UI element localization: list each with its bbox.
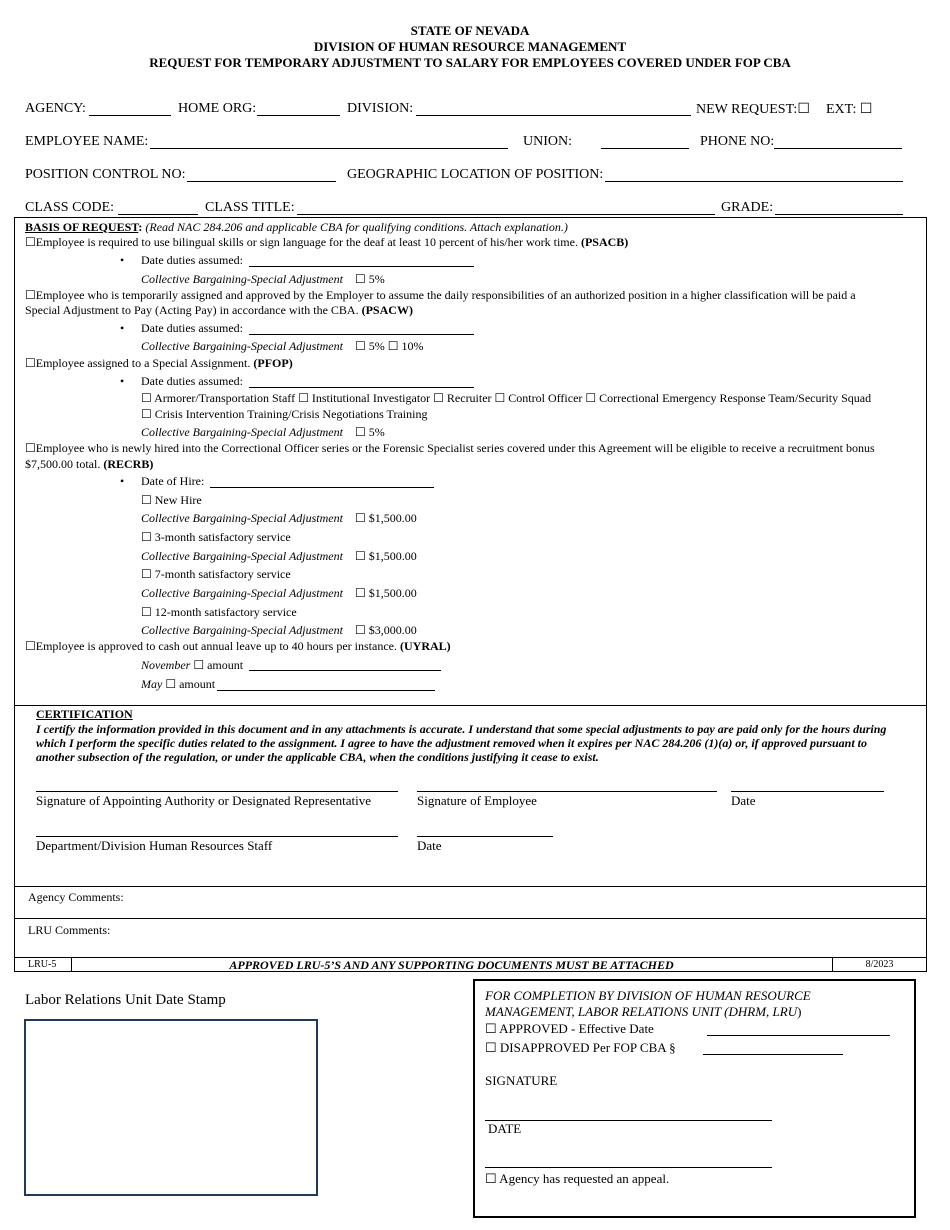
psacb-text: ☐Employee is required to use bilingual skills or sign language for the deaf at least 10 percent of his/her work time. [25, 235, 578, 249]
authority-signature-label: Signature of Appointing Authority or Designated Representative [36, 793, 372, 808]
class-code-field[interactable] [118, 214, 198, 215]
dhrm-signature-field[interactable] [485, 1120, 772, 1121]
date-stamp-box [24, 1019, 318, 1196]
dhrm-signature-label: SIGNATURE [485, 1073, 558, 1088]
uyral-text: ☐Employee is approved to cash out annual leave up to 40 hours per instance. [25, 639, 397, 653]
psacb-date-field[interactable] [249, 266, 474, 267]
new-request-checkbox[interactable]: NEW REQUEST:☐ [696, 102, 810, 117]
union-field[interactable] [601, 148, 689, 149]
hr-date-field[interactable] [417, 836, 553, 837]
psacw-date-field[interactable] [249, 334, 474, 335]
agency-comments-label: Agency Comments: [28, 890, 124, 904]
sign-date-field[interactable] [731, 791, 884, 792]
hr-staff-field[interactable] [36, 836, 398, 837]
attachment-notice: APPROVED LRU-5’S AND ANY SUPPORTING DOCUMENTS MUST BE ATTACHED [229, 958, 674, 972]
seven-month-checkbox[interactable]: ☐ 7-month satisfactory service [141, 567, 291, 581]
recrb-option[interactable]: ☐Employee who is newly hired into the Correctional Officer series or the Forensic Specialist series covered under this Agreement will be eligible to receive a recruitment bonus [25, 441, 875, 455]
effective-date-field[interactable] [707, 1035, 890, 1036]
grade-label: GRADE: [721, 200, 774, 215]
pfop-date-field[interactable] [249, 387, 474, 388]
ext-checkbox[interactable]: EXT: ☐ [826, 102, 873, 117]
sign-date-label: Date [731, 793, 756, 808]
certification-title: CERTIFICATION [36, 707, 133, 721]
psacw-cbsa-options[interactable]: ☐ 5% ☐ 10% [355, 339, 424, 353]
november-amount-label: ☐ amount [193, 658, 244, 672]
form-title-division: DIVISION OF HUMAN RESOURCE MANAGEMENT [313, 39, 627, 54]
recrb-option-cont [25, 457, 153, 472]
psacw-code: (PSACW) [361, 303, 413, 317]
may-amount-label: ☐ amount [165, 677, 216, 691]
pfop-cbsa-label: Collective Bargaining-Special Adjustment [141, 425, 343, 439]
psacw-option[interactable]: ☐Employee who is temporarily assigned and approved by the Employer to assume the daily responsibilities of an authorized position in a higher classification will be paid a [25, 288, 856, 302]
bullet-icon: • [120, 253, 125, 267]
twelve-month-checkbox[interactable]: ☐ 12-month satisfactory service [141, 605, 297, 619]
basis-heading [25, 220, 568, 235]
may-amount-field[interactable] [217, 690, 435, 691]
employee-signature-field[interactable] [417, 791, 717, 792]
uyral-option[interactable] [25, 639, 451, 654]
dhrm-date-field[interactable] [485, 1167, 772, 1168]
certification-text: I certify the information provided in this document and in any attachments is accurate. I understand that some special adjustments to pay are paid only for the hours during which I perform the specific duties related to the assignment. I agree to have the adjustment removed when it expires per NAC 284.206 (1)(a) or, if approved pursuant to another subsection of the regulation, or under the applicable CBA, when the conditions justifying it cease to exist. [36, 722, 887, 764]
section-divider [14, 705, 927, 706]
geo-location-field[interactable] [605, 181, 903, 182]
division-field[interactable] [416, 115, 691, 116]
hr-date-label: Date [417, 838, 442, 853]
class-code-label: CLASS CODE: [25, 200, 115, 215]
recrb-code: (RECRB) [103, 457, 154, 471]
agency-label: AGENCY: [25, 101, 86, 116]
bullet-icon: • [120, 374, 125, 388]
authority-signature-field[interactable] [36, 791, 398, 792]
bullet-icon: • [120, 474, 125, 488]
twelve-month-cbsa-label: Collective Bargaining-Special Adjustment [141, 623, 343, 637]
november-amount-field[interactable] [249, 670, 441, 671]
pfop-assignment-options[interactable]: ☐ Armorer/Transportation Staff ☐ Institutional Investigator ☐ Recruiter ☐ Control Officer ☐ Correctional Emergency Response Team/Security Squad [141, 391, 872, 405]
form-id: LRU-5 [28, 959, 57, 970]
november-option[interactable] [141, 658, 243, 673]
dhrm-heading-text: MANAGEMENT, LABOR RELATIONS UNIT (DHRM, LRU [485, 1004, 798, 1019]
agency-field[interactable] [89, 115, 171, 116]
seven-month-cbsa-label: Collective Bargaining-Special Adjustment [141, 586, 343, 600]
hr-staff-label: Department/Division Human Resources Staff [36, 838, 273, 853]
new-hire-amount[interactable]: ☐ $1,500.00 [355, 511, 417, 525]
basis-note: (Read NAC 284.206 and applicable CBA for qualifying conditions. Attach explanation.) [145, 220, 568, 234]
uyral-code: (UYRAL) [400, 639, 451, 653]
recrb-text2: $7,500.00 total. [25, 457, 101, 471]
dhrm-heading-line2 [485, 1004, 801, 1020]
form-title-state: STATE OF NEVADA [410, 23, 530, 38]
psacb-cbsa-label: Collective Bargaining-Special Adjustment [141, 272, 343, 286]
psacw-date-label: Date duties assumed: [141, 321, 243, 335]
new-hire-cbsa-label: Collective Bargaining-Special Adjustment [141, 511, 343, 525]
phone-label: PHONE NO: [700, 134, 775, 149]
dhrm-date-label: DATE [488, 1121, 522, 1136]
grade-field[interactable] [775, 214, 903, 215]
november-label: November [141, 658, 191, 672]
psacw-text2: Special Adjustment to Pay (Acting Pay) in accordance with the CBA. [25, 303, 359, 317]
pfop-date-label: Date duties assumed: [141, 374, 243, 388]
pfop-option[interactable] [25, 356, 293, 371]
recrb-hire-label: Date of Hire: [141, 474, 205, 488]
psacb-date-label: Date duties assumed: [141, 253, 243, 267]
form-title-request: REQUEST FOR TEMPORARY ADJUSTMENT TO SALARY FOR EMPLOYEES COVERED UNDER FOP CBA [149, 55, 791, 70]
approved-checkbox[interactable]: ☐ APPROVED - Effective Date [485, 1021, 654, 1036]
psacb-cbsa-options[interactable]: ☐ 5% [355, 272, 385, 286]
basis-colon: : [138, 220, 143, 234]
psacw-cbsa-label: Collective Bargaining-Special Adjustment [141, 339, 343, 353]
three-month-checkbox[interactable]: ☐ 3-month satisfactory service [141, 530, 291, 544]
dhrm-heading-line1: FOR COMPLETION BY DIVISION OF HUMAN RESOURCE [485, 988, 811, 1003]
psacb-code: (PSACB) [580, 235, 629, 249]
union-label: UNION: [523, 134, 572, 149]
disapproved-checkbox[interactable]: ☐ DISAPPROVED Per FOP CBA § [485, 1040, 676, 1055]
employee-name-field[interactable] [150, 148, 508, 149]
recrb-hire-field[interactable] [210, 487, 434, 488]
class-title-label: CLASS TITLE: [205, 200, 295, 215]
geo-location-label: GEOGRAPHIC LOCATION OF POSITION: [347, 167, 604, 182]
employee-signature-label: Signature of Employee [417, 793, 537, 808]
pfop-text: ☐Employee assigned to a Special Assignment. [25, 356, 251, 370]
three-month-cbsa-label: Collective Bargaining-Special Adjustment [141, 549, 343, 563]
new-hire-checkbox[interactable]: ☐ New Hire [141, 493, 202, 507]
dhrm-heading-paren: ) [797, 1004, 802, 1019]
seven-month-amount[interactable]: ☐ $1,500.00 [355, 586, 417, 600]
position-control-field[interactable] [187, 181, 336, 182]
pfop-code: (PFOP) [253, 356, 293, 370]
psacw-option-cont [25, 303, 413, 318]
class-title-field[interactable] [297, 214, 715, 215]
cba-section-field[interactable] [703, 1054, 843, 1055]
comments-divider [14, 918, 927, 919]
appeal-checkbox[interactable]: ☐ Agency has requested an appeal. [485, 1171, 670, 1186]
may-option[interactable] [141, 677, 215, 692]
three-month-amount[interactable]: ☐ $1,500.00 [355, 549, 417, 563]
home-org-label: HOME ORG: [178, 101, 257, 116]
division-label: DIVISION: [347, 101, 414, 116]
twelve-month-amount[interactable]: ☐ $3,000.00 [355, 623, 417, 637]
pfop-crisis-option[interactable]: ☐ Crisis Intervention Training/Crisis Negotiations Training [141, 407, 428, 421]
employee-name-label: EMPLOYEE NAME: [25, 134, 149, 149]
comments-divider [14, 886, 927, 887]
phone-field[interactable] [774, 148, 902, 149]
pfop-cbsa-options[interactable]: ☐ 5% [355, 425, 385, 439]
may-label: May [141, 677, 163, 691]
position-control-label: POSITION CONTROL NO: [25, 167, 186, 182]
home-org-field[interactable] [257, 115, 340, 116]
lru-comments-label: LRU Comments: [28, 923, 111, 937]
form-version: 8/2023 [865, 959, 894, 970]
bullet-icon: • [120, 321, 125, 335]
basis-title: BASIS OF REQUEST [25, 220, 139, 234]
date-stamp-label: Labor Relations Unit Date Stamp [25, 992, 226, 1008]
psacb-option[interactable] [25, 235, 628, 250]
